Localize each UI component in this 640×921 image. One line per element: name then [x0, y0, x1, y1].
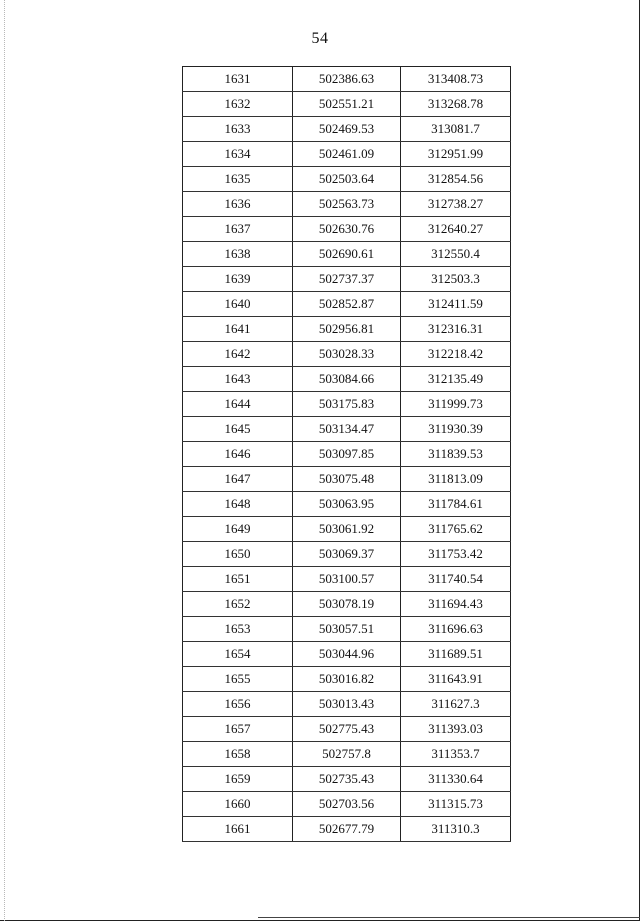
table-row [183, 567, 511, 592]
y-coordinate-cell: 312411.59 [401, 292, 511, 317]
x-coordinate-cell: 503061.92 [293, 517, 401, 542]
coordinates-table-body [183, 67, 511, 842]
point-number-cell: 1642 [183, 342, 293, 367]
table-row [183, 267, 511, 292]
x-coordinate-cell: 502703.56 [293, 792, 401, 817]
y-coordinate-cell: 313408.73 [401, 67, 511, 92]
point-number-cell: 1640 [183, 292, 293, 317]
bottom-rule [258, 917, 640, 918]
point-number-cell: 1651 [183, 567, 293, 592]
point-number-cell: 1650 [183, 542, 293, 567]
y-coordinate-cell: 311353.7 [401, 742, 511, 767]
point-number-cell: 1643 [183, 367, 293, 392]
table-row [183, 642, 511, 667]
table-row [183, 117, 511, 142]
x-coordinate-cell: 503084.66 [293, 367, 401, 392]
point-number-cell: 1641 [183, 317, 293, 342]
y-coordinate-cell: 311999.73 [401, 392, 511, 417]
y-coordinate-cell: 311784.61 [401, 492, 511, 517]
table-row [183, 242, 511, 267]
x-coordinate-cell: 502677.79 [293, 817, 401, 842]
table-row [183, 717, 511, 742]
point-number-cell: 1647 [183, 467, 293, 492]
y-coordinate-cell: 311643.91 [401, 667, 511, 692]
x-coordinate-cell: 502386.63 [293, 67, 401, 92]
y-coordinate-cell: 312135.49 [401, 367, 511, 392]
point-number-cell: 1644 [183, 392, 293, 417]
x-coordinate-cell: 503100.57 [293, 567, 401, 592]
point-number-cell: 1637 [183, 217, 293, 242]
x-coordinate-cell: 502461.09 [293, 142, 401, 167]
table-row [183, 767, 511, 792]
point-number-cell: 1631 [183, 67, 293, 92]
x-coordinate-cell: 503069.37 [293, 542, 401, 567]
y-coordinate-cell: 311696.63 [401, 617, 511, 642]
x-coordinate-cell: 503134.47 [293, 417, 401, 442]
point-number-cell: 1638 [183, 242, 293, 267]
x-coordinate-cell: 502551.21 [293, 92, 401, 117]
x-coordinate-cell: 503063.95 [293, 492, 401, 517]
page-number: 54 [311, 30, 329, 47]
table-row [183, 542, 511, 567]
table-row [183, 742, 511, 767]
point-number-cell: 1648 [183, 492, 293, 517]
y-coordinate-cell: 311765.62 [401, 517, 511, 542]
x-coordinate-cell: 503013.43 [293, 692, 401, 717]
table-row [183, 417, 511, 442]
table-row [183, 217, 511, 242]
table-row [183, 692, 511, 717]
table-row [183, 517, 511, 542]
x-coordinate-cell: 503057.51 [293, 617, 401, 642]
y-coordinate-cell: 311813.09 [401, 467, 511, 492]
table-row [183, 317, 511, 342]
table-row [183, 392, 511, 417]
point-number-cell: 1634 [183, 142, 293, 167]
y-coordinate-cell: 311740.54 [401, 567, 511, 592]
point-number-cell: 1654 [183, 642, 293, 667]
x-coordinate-cell: 502737.37 [293, 267, 401, 292]
x-coordinate-cell: 503078.19 [293, 592, 401, 617]
point-number-cell: 1639 [183, 267, 293, 292]
point-number-cell: 1657 [183, 717, 293, 742]
x-coordinate-cell: 503028.33 [293, 342, 401, 367]
y-coordinate-cell: 313268.78 [401, 92, 511, 117]
x-coordinate-cell: 503044.96 [293, 642, 401, 667]
table-row [183, 792, 511, 817]
y-coordinate-cell: 312550.4 [401, 242, 511, 267]
y-coordinate-cell: 312640.27 [401, 217, 511, 242]
y-coordinate-cell: 312951.99 [401, 142, 511, 167]
x-coordinate-cell: 502757.8 [293, 742, 401, 767]
y-coordinate-cell: 312503.3 [401, 267, 511, 292]
y-coordinate-cell: 312218.42 [401, 342, 511, 367]
table-row [183, 442, 511, 467]
x-coordinate-cell: 503016.82 [293, 667, 401, 692]
table-row [183, 142, 511, 167]
point-number-cell: 1633 [183, 117, 293, 142]
y-coordinate-cell: 311753.42 [401, 542, 511, 567]
point-number-cell: 1653 [183, 617, 293, 642]
table-row [183, 67, 511, 92]
table-row [183, 167, 511, 192]
point-number-cell: 1661 [183, 817, 293, 842]
x-coordinate-cell: 502735.43 [293, 767, 401, 792]
y-coordinate-cell: 311839.53 [401, 442, 511, 467]
x-coordinate-cell: 502630.76 [293, 217, 401, 242]
x-coordinate-cell: 502775.43 [293, 717, 401, 742]
x-coordinate-cell: 502503.64 [293, 167, 401, 192]
table-row [183, 592, 511, 617]
x-coordinate-cell: 502563.73 [293, 192, 401, 217]
x-coordinate-cell: 503175.83 [293, 392, 401, 417]
point-number-cell: 1656 [183, 692, 293, 717]
point-number-cell: 1645 [183, 417, 293, 442]
y-coordinate-cell: 311393.03 [401, 717, 511, 742]
point-number-cell: 1649 [183, 517, 293, 542]
x-coordinate-cell: 502469.53 [293, 117, 401, 142]
point-number-cell: 1658 [183, 742, 293, 767]
point-number-cell: 1646 [183, 442, 293, 467]
y-coordinate-cell: 311310.3 [401, 817, 511, 842]
table-row [183, 292, 511, 317]
point-number-cell: 1659 [183, 767, 293, 792]
x-coordinate-cell: 503075.48 [293, 467, 401, 492]
table-row [183, 667, 511, 692]
coordinates-table [182, 66, 511, 842]
point-number-cell: 1660 [183, 792, 293, 817]
point-number-cell: 1652 [183, 592, 293, 617]
x-coordinate-cell: 502956.81 [293, 317, 401, 342]
table-row [183, 342, 511, 367]
table-row [183, 92, 511, 117]
x-coordinate-cell: 503097.85 [293, 442, 401, 467]
point-number-cell: 1636 [183, 192, 293, 217]
y-coordinate-cell: 311315.73 [401, 792, 511, 817]
y-coordinate-cell: 313081.7 [401, 117, 511, 142]
y-coordinate-cell: 311694.43 [401, 592, 511, 617]
table-row [183, 467, 511, 492]
table-row [183, 617, 511, 642]
y-coordinate-cell: 311330.64 [401, 767, 511, 792]
table-row [183, 817, 511, 842]
y-coordinate-cell: 312738.27 [401, 192, 511, 217]
table-row [183, 492, 511, 517]
x-coordinate-cell: 502690.61 [293, 242, 401, 267]
y-coordinate-cell: 311930.39 [401, 417, 511, 442]
y-coordinate-cell: 311627.3 [401, 692, 511, 717]
y-coordinate-cell: 312316.31 [401, 317, 511, 342]
table-row [183, 367, 511, 392]
point-number-cell: 1632 [183, 92, 293, 117]
point-number-cell: 1635 [183, 167, 293, 192]
y-coordinate-cell: 312854.56 [401, 167, 511, 192]
y-coordinate-cell: 311689.51 [401, 642, 511, 667]
point-number-cell: 1655 [183, 667, 293, 692]
x-coordinate-cell: 502852.87 [293, 292, 401, 317]
table-row [183, 192, 511, 217]
left-margin-dotted-line [4, 0, 6, 921]
